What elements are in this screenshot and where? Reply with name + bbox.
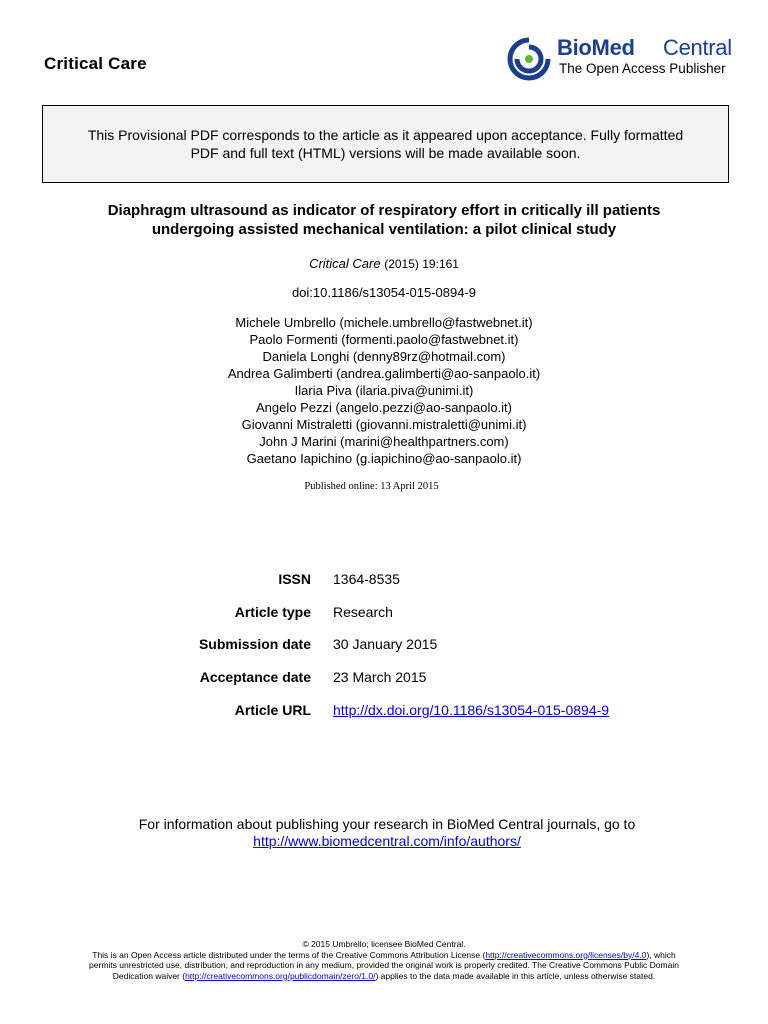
publishing-info-text: For information about publishing your research in BioMed Central journals, go to [138,816,636,832]
publisher-logo[interactable] [505,34,735,84]
logo-central-text: Central [663,35,732,60]
author: John J Marini (marini@healthpartners.com) [259,434,509,449]
logo-biomed-text: BioMed [557,35,635,60]
license-text-pre: This is an Open Access article distributed under the terms of the Creative Commons Attribution License ( [92,949,486,960]
provisional-notice-box [42,105,729,183]
article-url-link[interactable]: http://dx.doi.org/10.1186/s13054-015-0894-9 [333,702,610,718]
license-line [42,971,726,982]
biomed-central-logo-icon [505,36,553,82]
license-line [42,950,726,961]
journal-name: Critical Care [44,54,147,73]
metadata-value: 23 March 2015 [333,669,427,685]
citation-journal: Critical Care [309,256,381,271]
notice-line-1: This Provisional PDF corresponds to the article as it appeared upon acceptance. Fully formatted [87,127,684,143]
metadata-value: 1364-8535 [333,571,400,587]
publishing-info [0,816,768,850]
published-online-date: Published online: 13 April 2015 [304,481,439,492]
metadata-label: Article URL [234,702,311,718]
metadata-row-issn [0,571,768,591]
metadata-label: ISSN [278,571,311,587]
metadata-row-article-url [0,702,768,722]
author: Daniela Longhi (denny89rz@hotmail.com) [262,349,506,364]
citation [0,256,768,271]
author: Paolo Formenti (formenti.paolo@fastwebnet.it) [249,332,519,347]
author: Gaetano Iapichino (g.iapichino@ao-sanpaolo.it) [246,451,522,466]
author: Michele Umbrello (michele.umbrello@fastwebnet.it) [235,315,533,330]
author: Giovanni Mistraletti (giovanni.mistraletti@unimi.it) [241,417,527,432]
license-footer [42,939,726,981]
metadata-row-article-type [0,604,768,624]
logo-tagline: The Open Access Publisher [559,61,726,76]
metadata-label: Acceptance date [199,669,311,685]
license-text-post: ), which [646,949,676,960]
metadata-row-acceptance-date [0,669,768,689]
citation-volume: (2015) 19:161 [384,257,459,271]
title-line-1: Diaphragm ultrasound as indicator of respiratory effort in critically ill patients [107,202,661,219]
metadata-label: Article type [234,604,311,620]
author: Andrea Galimberti (andrea.galimberti@ao-sanpaolo.it) [227,366,541,381]
waiver-text-post: ) applies to the data made available in this article, unless otherwise stated. [375,970,656,981]
author-list [0,314,768,467]
waiver-text-pre: Dedication waiver ( [112,970,186,981]
metadata-row-submission-date [0,636,768,656]
license-line: permits unrestricted use, distribution, and reproduction in any medium, provided the original work is properly credited. The Creative Commons Public Domain [89,960,679,971]
metadata-value: 30 January 2015 [333,636,438,652]
author: Ilaria Piva (ilaria.piva@unimi.it) [294,383,474,398]
metadata-label: Submission date [198,636,311,652]
author: Angelo Pezzi (angelo.pezzi@ao-sanpaolo.it) [255,400,512,415]
doi: doi:10.1186/s13054-015-0894-9 [291,285,477,300]
article-title [30,201,738,239]
title-line-2: undergoing assisted mechanical ventilation: a pilot clinical study [151,221,617,238]
metadata-value: Research [333,604,393,620]
license-link[interactable]: http://creativecommons.org/licenses/by/4.0 [485,949,647,960]
notice-line-2: PDF and full text (HTML) versions will be made available soon. [190,145,581,161]
copyright-line: © 2015 Umbrello; licensee BioMed Central. [302,939,466,949]
author-info-link[interactable]: http://www.biomedcentral.com/info/authors/ [253,833,521,849]
waiver-link[interactable]: http://creativecommons.org/publicdomain/zero/1.0/ [185,970,376,981]
